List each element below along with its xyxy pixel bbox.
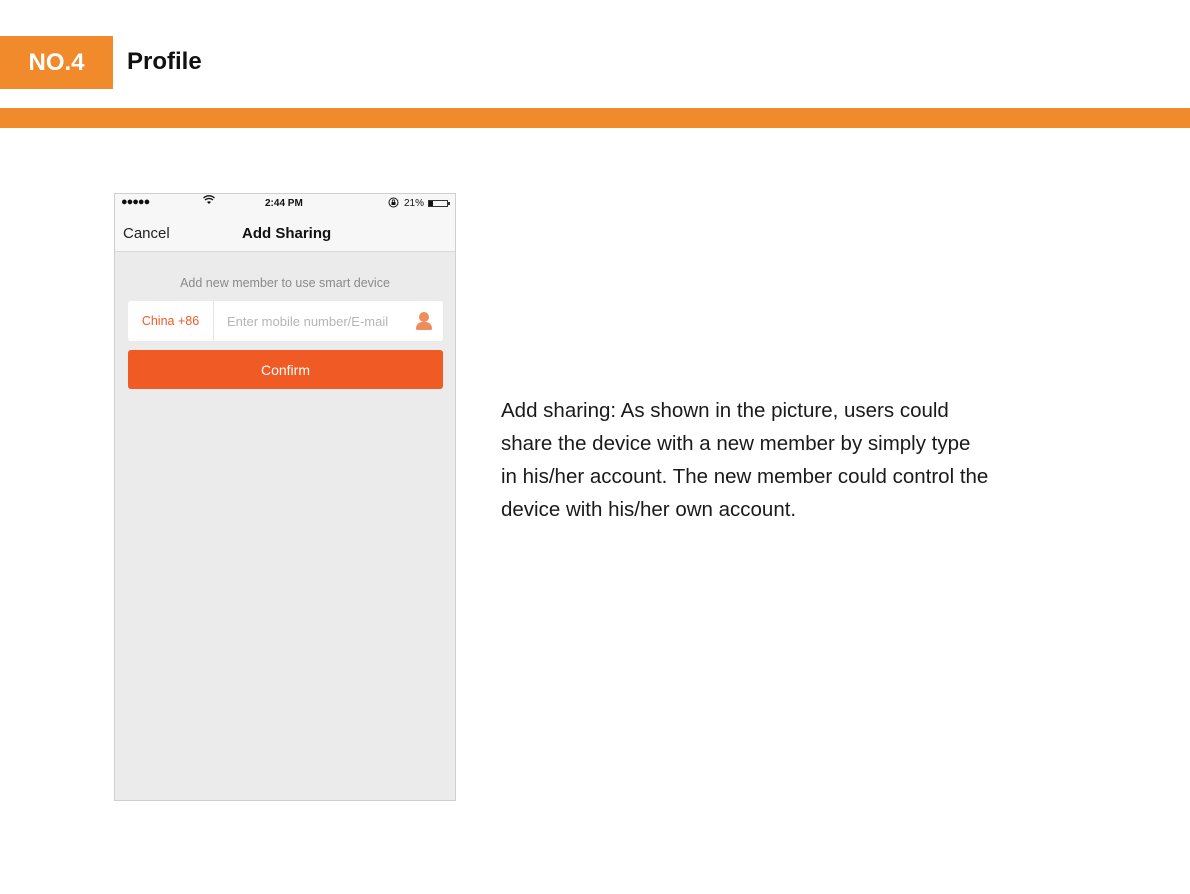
orientation-lock-icon <box>388 197 399 211</box>
confirm-button[interactable]: Confirm <box>128 350 443 389</box>
country-code-selector[interactable]: China +86 <box>128 301 214 341</box>
section-title: Profile <box>127 48 202 75</box>
header-divider-bar <box>0 108 1190 128</box>
description-line: share the device with a new member by simply type <box>501 432 971 455</box>
account-input[interactable] <box>214 301 413 341</box>
navigation-bar <box>115 213 455 252</box>
instruction-text: Add new member to use smart device <box>180 276 390 290</box>
phone-screenshot <box>114 193 456 801</box>
status-bar <box>115 194 455 213</box>
screen-title: Add Sharing <box>242 225 332 242</box>
description-line: device with his/her own account. <box>501 498 797 521</box>
account-input-row <box>128 301 443 341</box>
wifi-icon <box>203 195 215 208</box>
battery-percent: 21% <box>404 198 425 209</box>
cancel-button[interactable]: Cancel <box>123 225 170 242</box>
person-icon[interactable] <box>413 310 435 332</box>
description-line: Add sharing: As shown in the picture, users could <box>501 399 949 422</box>
status-time: 2:44 PM <box>265 198 303 209</box>
signal-strength-icon: ●●●●● <box>121 196 150 208</box>
section-number-badge: NO.4 <box>0 36 113 89</box>
battery-icon <box>428 200 448 207</box>
description-line: in his/her account. The new member could control the <box>501 465 989 488</box>
description-text <box>501 394 1081 526</box>
